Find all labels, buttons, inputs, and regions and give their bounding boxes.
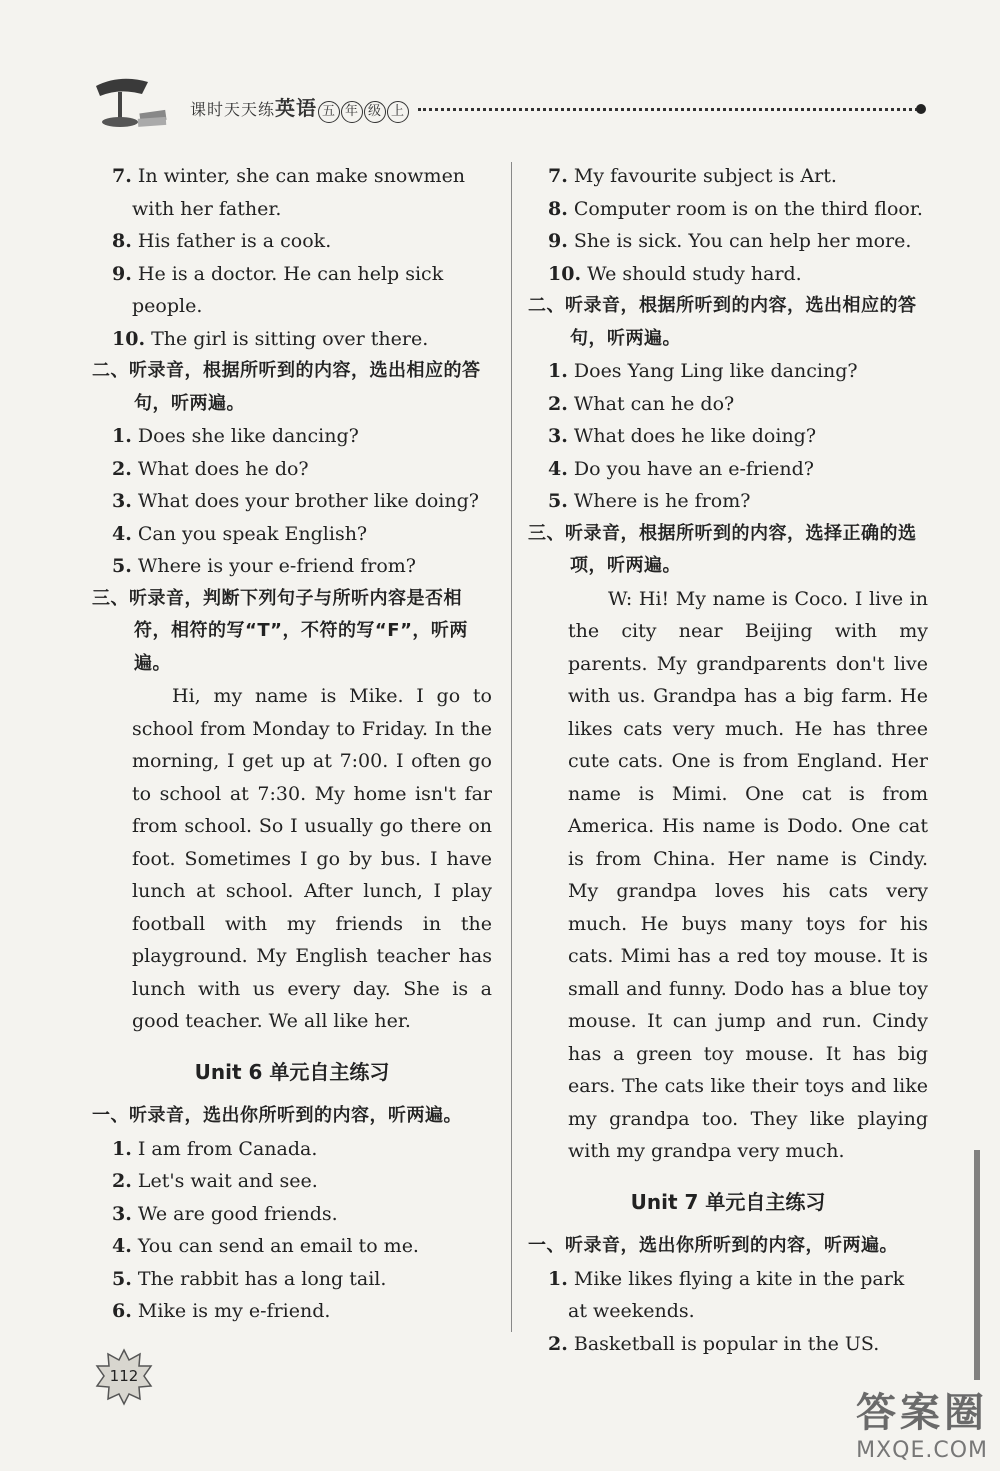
list-item: 2. Let's wait and see. [112, 1170, 318, 1192]
section-heading: 三、听录音，判断下列句子与所听内容是否相符，相符的写“T”，不符的写“F”，听两遍。 [92, 587, 468, 674]
list-item: 4. You can send an email to me. [112, 1235, 419, 1257]
grade-char: 年 [341, 101, 363, 123]
list-item: 8. Computer room is on the third floor. [548, 197, 923, 220]
list-item: 5. The rabbit has a long tail. [112, 1267, 387, 1290]
page-number: 112 [109, 1367, 139, 1385]
section-heading: 三、听录音，根据所听到的内容，选择正确的选项，听两遍。 [528, 522, 917, 576]
header-dotted-rule [418, 108, 918, 113]
unit-title: Unit 6 单元自主练习 [194, 1059, 390, 1084]
list-item: 10. We should study hard. [548, 262, 802, 285]
page-header [90, 72, 930, 142]
section-heading: 二、听录音，根据所听到的内容，选出相应的答句，听两遍。 [92, 360, 481, 414]
list-item: 7. In winter, she can make snowmen with her father. [112, 165, 466, 220]
list-item: 3. What does he like doing? [548, 425, 817, 447]
list-item: 5. Where is he from? [548, 490, 751, 512]
desk-lamp-icon [90, 72, 170, 136]
list-item: 10. The girl is sitting over there. [112, 327, 429, 350]
list-item: 1. Does Yang Ling like dancing? [548, 360, 858, 382]
left-column [92, 160, 492, 1328]
passage: W: Hi! My name is Coco. I live in the city near Beijing with my parents. My grandparents don't live with us. Grandpa has a big farm. He likes cats very much. He has three cute cats. One is from England. Her name is Mimi. One cat is from America. His name is Dodo. One cat is from China. Her name is Cindy. My grandpa loves his cats very much. He buys many toys for his cats. Mimi has a red toy mouse. It is small and funny. Dodo has a blue toy mouse. It can jump and run. Cindy has a green toy mouse. It has big ears. The cats like their toys and like my grandpa too. They like playing with my grandpa very much. [568, 587, 928, 1162]
watermark-url: MXQE.COM [856, 1438, 988, 1463]
column-divider [511, 162, 512, 1332]
watermark [856, 1381, 988, 1463]
list-item: 2. What can he do? [548, 392, 735, 415]
grade-char: 五 [318, 101, 340, 123]
list-item: 4. Can you speak English? [112, 522, 368, 545]
grade-char: 级 [364, 101, 386, 123]
passage: Hi, my name is Mike. I go to school from Monday to Friday. In the morning, I get up at 7:00. I often go to school at 7:30. My home isn't far from school. So I usually go there on foot. Sometimes I go by bus. I have lunch at school. After lunch, I play football with my friends in the playground. My English teacher has lunch with us every day. She is a good teacher. We all like her. [132, 685, 492, 1032]
page-number-badge [95, 1348, 153, 1406]
list-item: 8. His father is a cook. [112, 230, 332, 252]
header-dot-end [916, 104, 926, 114]
list-item: 2. What does he do? [112, 457, 309, 480]
grade-char: 上 [387, 101, 409, 123]
list-item: 9. He is a doctor. He can help sick people. [112, 262, 444, 317]
list-item: 6. Mike is my e-friend. [112, 1300, 331, 1322]
section-heading: 一、听录音，选出你所听到的内容，听两遍。 [528, 1235, 898, 1256]
list-item: 3. We are good friends. [112, 1202, 338, 1225]
list-item: 1. Mike likes flying a kite in the park at weekends. [548, 1267, 905, 1322]
list-item: 5. Where is your e-friend from? [112, 555, 416, 577]
list-item: 2. Basketball is popular in the US. [548, 1332, 880, 1355]
title-subject: 英语 [275, 96, 318, 120]
section-heading: 二、听录音，根据所听到的内容，选出相应的答句，听两遍。 [528, 295, 917, 349]
header-title [190, 92, 409, 123]
list-item: 9. She is sick. You can help her more. [548, 230, 912, 252]
list-item: 1. Does she like dancing? [112, 425, 359, 447]
right-column [528, 160, 928, 1360]
page-edge-shadow [974, 1150, 980, 1380]
unit-title: Unit 7 单元自主练习 [630, 1189, 826, 1214]
watermark-logo: 答案圈 [856, 1390, 988, 1436]
title-prefix: 课时天天练 [190, 100, 276, 119]
section-heading: 一、听录音，选出你所听到的内容，听两遍。 [92, 1105, 462, 1126]
list-item: 7. My favourite subject is Art. [548, 165, 837, 187]
list-item: 1. I am from Canada. [112, 1137, 318, 1160]
list-item: 4. Do you have an e-friend? [548, 457, 814, 480]
list-item: 3. What does your brother like doing? [112, 490, 479, 512]
